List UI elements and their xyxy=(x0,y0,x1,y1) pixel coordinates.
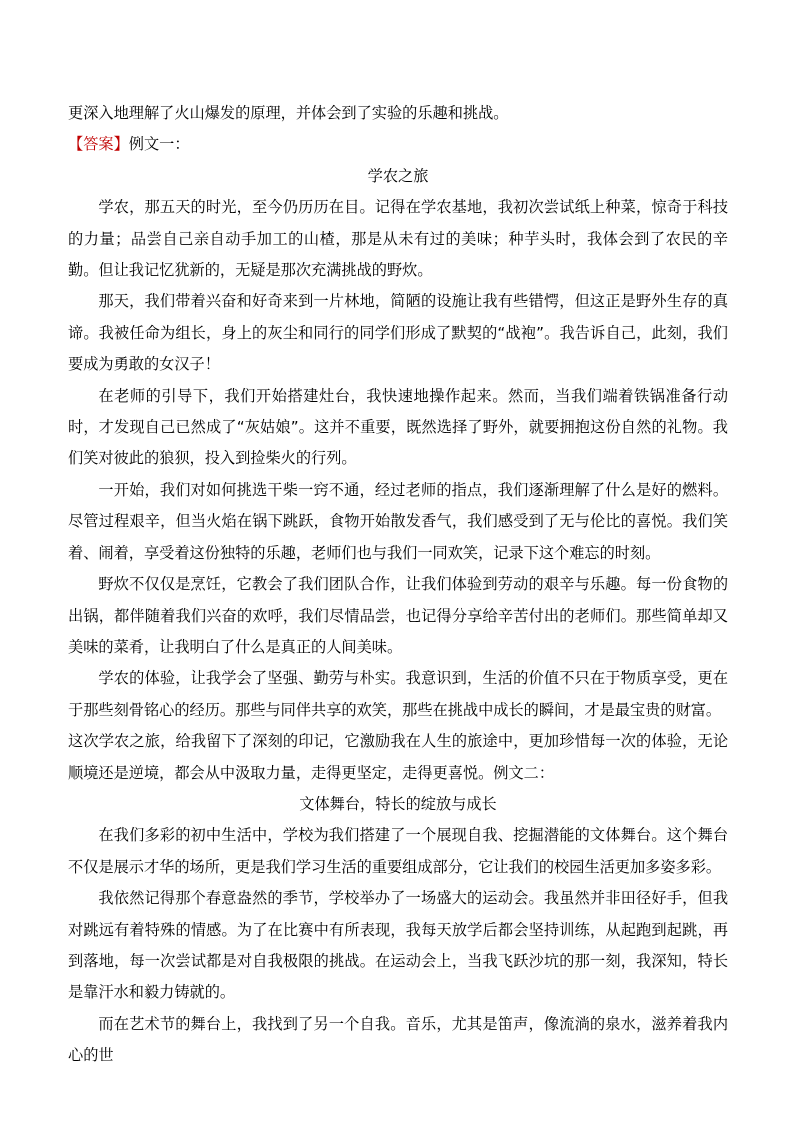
essay1-paragraph: 那天，我们带着兴奋和好奇来到一片林地，简陋的设施让我有些错愕，但这正是野外生存的真谛。我被任命为组长，身上的灰尘和同行的同学们形成了默契的“战袍”。我告诉自己，此刻，我们要成为勇敢的女汉子！ xyxy=(68,292,728,374)
essay1-paragraph: 野炊不仅仅是烹饪，它教会了我们团队合作，让我们体验到劳动的艰辛与乐趣。每一份食物的出锅，都伴随着我们兴奋的欢呼，我们尽情品尝，也记得分享给辛苦付出的老师们。那些简单却又美味的菜肴，让我明白了什么是真正的人间美味。 xyxy=(68,575,728,656)
answer-label: 【答案】 xyxy=(68,135,129,154)
essay2-paragraph: 在我们多彩的初中生活中，学校为我们搭建了一个展现自我、挖掘潜能的文体舞台。这个舞台不仅是展示才华的场所，更是我们学习生活的重要组成部分，它让我们的校园生活更加多姿多彩。 xyxy=(68,826,728,876)
essay1-closing: 这次学农之旅，给我留下了深刻的印记，它激励我在人生的旅途中，更加珍惜每一次的体验，无论顺境还是逆境，都会从中汲取力量，走得更坚定，走得更喜悦。例文二： xyxy=(68,732,728,782)
document-page xyxy=(68,98,728,1072)
answer-example-label: 例文一： xyxy=(128,135,190,154)
essay1-paragraph: 在老师的引导下，我们开始搭建灶台，我快速地操作起来。然而，当我们端着铁锅准备行动时，才发现自己已然成了“灰姑娘”。这并不重要，既然选择了野外，就要拥抱这份自然的礼物。我们笑对彼此的狼狈，投入到捡柴火的行列。 xyxy=(68,386,728,468)
essay2-title: 文体舞台，特长的绽放与成长 xyxy=(299,794,497,813)
answer-line xyxy=(68,129,728,160)
essay2-paragraph: 我依然记得那个春意盎然的季节，学校举办了一场盛大的运动会。我虽然并非田径好手，但我对跳远有着特殊的情感。为了在比赛中有所表现，我每天放学后都会坚持训练，从起跑到起跳，再到落地，每一次尝试都是对自我极限的挑战。在运动会上，当我飞跃沙坑的那一刻，我深知，特长是靠汗水和毅力铸就的。 xyxy=(68,889,728,1002)
essay1-paragraph: 学农，那五天的时光，至今仍历历在目。记得在学农基地，我初次尝试纸上种菜，惊奇于科技的力量；品尝自己亲自动手加工的山楂，那是从未有过的美味；种芋头时，我体会到了农民的辛勤。但让我记忆犹新的，无疑是那次充满挑战的野炊。 xyxy=(68,198,728,280)
essay1-paragraph: 学农的体验，让我学会了坚强、勤劳与朴实。我意识到，生活的价值不只在于物质享受，更在于那些刻骨铭心的经历。那些与同伴共享的欢笑，那些在挑战中成长的瞬间，才是最宝贵的财富。 xyxy=(68,669,728,719)
essay1-title: 学农之旅 xyxy=(367,166,429,185)
essay2-paragraph: 而在艺术节的舞台上，我找到了另一个自我。音乐，尤其是笛声，像流淌的泉水，滋养着我内心的世 xyxy=(68,1014,728,1065)
essay1-paragraph: 一开始，我们对如何挑选干柴一窍不通，经过老师的指点，我们逐渐理解了什么是好的燃料。尽管过程艰辛，但当火焰在锅下跳跃，食物开始散发香气，我们感受到了无与伦比的喜悦。我们笑着、闹着，享受着这份独特的乐趣，老师们也与我们一同欢笑，记录下这个难忘的时刻。 xyxy=(68,480,728,562)
intro-line: 更深入地理解了火山爆发的原理，并体会到了实验的乐趣和挑战。 xyxy=(68,104,509,122)
